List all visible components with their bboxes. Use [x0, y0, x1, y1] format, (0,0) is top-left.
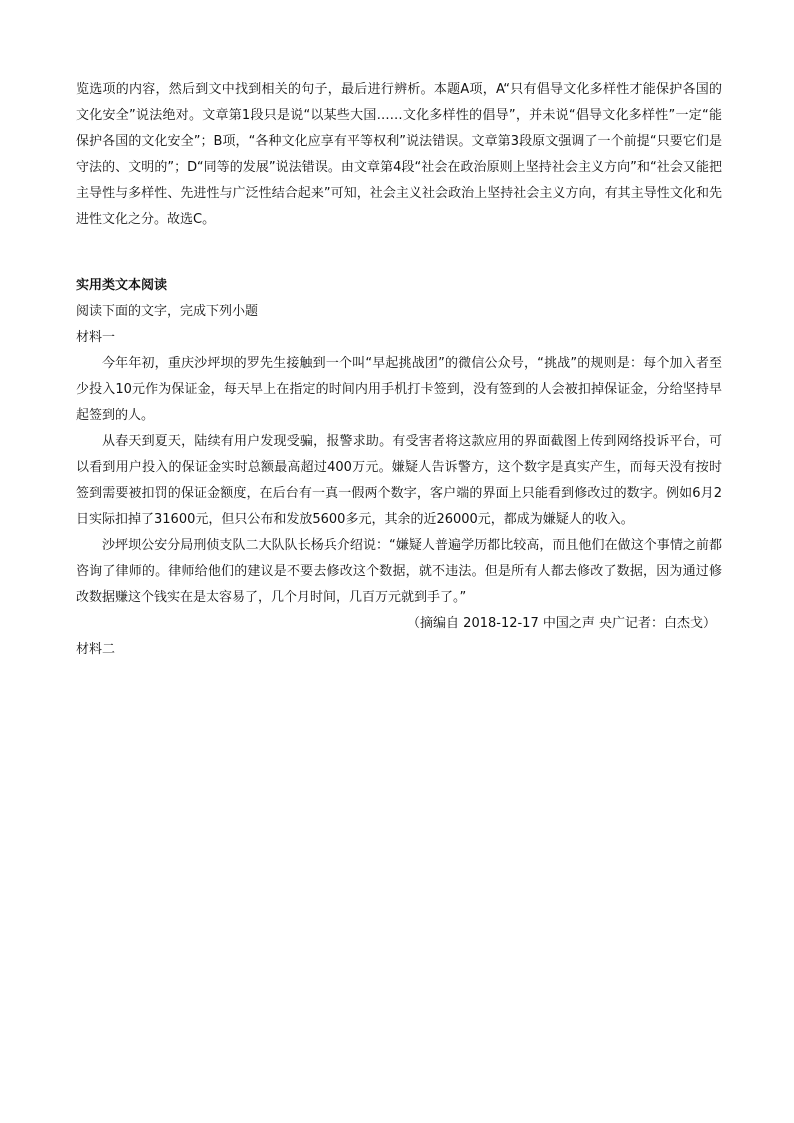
material-two-label: 材料二	[76, 642, 116, 657]
answer-analysis-paragraph: 览选项的内容，然后到文中找到相关的句子，最后进行辨析。本题A项，A“只有倡导文化多样性才能保护各国的文化安全”说法绝对。文章第1段只是说“以某些大国……文化多样性的倡导”，并未说“倡导文化多样性”一定“能保护各国的文化安全”；B项，“各种文化应享有平等权利”说法错误。文章第3段原文强调了一个前提“只要它们是守法的、文明的”；D“同等的发展”说法错误。由文章第4段“社会在政治原则上坚持社会主义方向”和“社会又能把主导性与多样性、先进性与广泛性结合起来”可知，社会主义社会政治上坚持社会主义方向，有其主导性文化和先进性文化之分。故选C。	[76, 82, 722, 227]
material-one-paragraph-1: 今年年初，重庆沙坪坝的罗先生接触到一个叫“早起挑战团”的微信公众号，“挑战”的规则是：每个加入者至少投入10元作为保证金，每天早上在指定的时间内用手机打卡签到，没有签到的人会被扣掉保证金，分给坚持早起签到的人。	[76, 356, 722, 423]
source-citation: （摘编自 2018-12-17 中国之声 央广记者：白杰戈）	[407, 616, 716, 631]
material-one-paragraph-2: 从春天到夏天，陆续有用户发现受骗，报警求助。有受害者将这款应用的界面截图上传到网络投诉平台，可以看到用户投入的保证金实时总额最高超过400万元。嫌疑人告诉警方，这个数字是真实产生，而每天没有按时签到需要被扣罚的保证金额度，在后台有一真一假两个数字，客户端的界面上只能看到修改过的数字。例如6月2日实际扣掉了31600元，但只公布和发放5600多元，其余的近26000元，都成为嫌疑人的收入。	[76, 434, 722, 527]
material-one-paragraph-3: 沙坪坝公安分局刑侦支队二大队队长杨兵介绍说：“嫌疑人普遍学历都比较高，而且他们在做这个事情之前都咨询了律师的。律师给他们的建议是不要去修改这个数据，就不违法。但是所有人都去修改了数据，因为通过修改数据赚这个钱实在是太容易了，几个月时间，几百万元就到手了。”	[76, 538, 722, 605]
reading-instruction: 阅读下面的文字，完成下列小题	[76, 304, 259, 319]
material-one-label: 材料一	[76, 330, 116, 345]
section-title: 实用类文本阅读	[76, 278, 168, 293]
document-content	[76, 77, 722, 663]
